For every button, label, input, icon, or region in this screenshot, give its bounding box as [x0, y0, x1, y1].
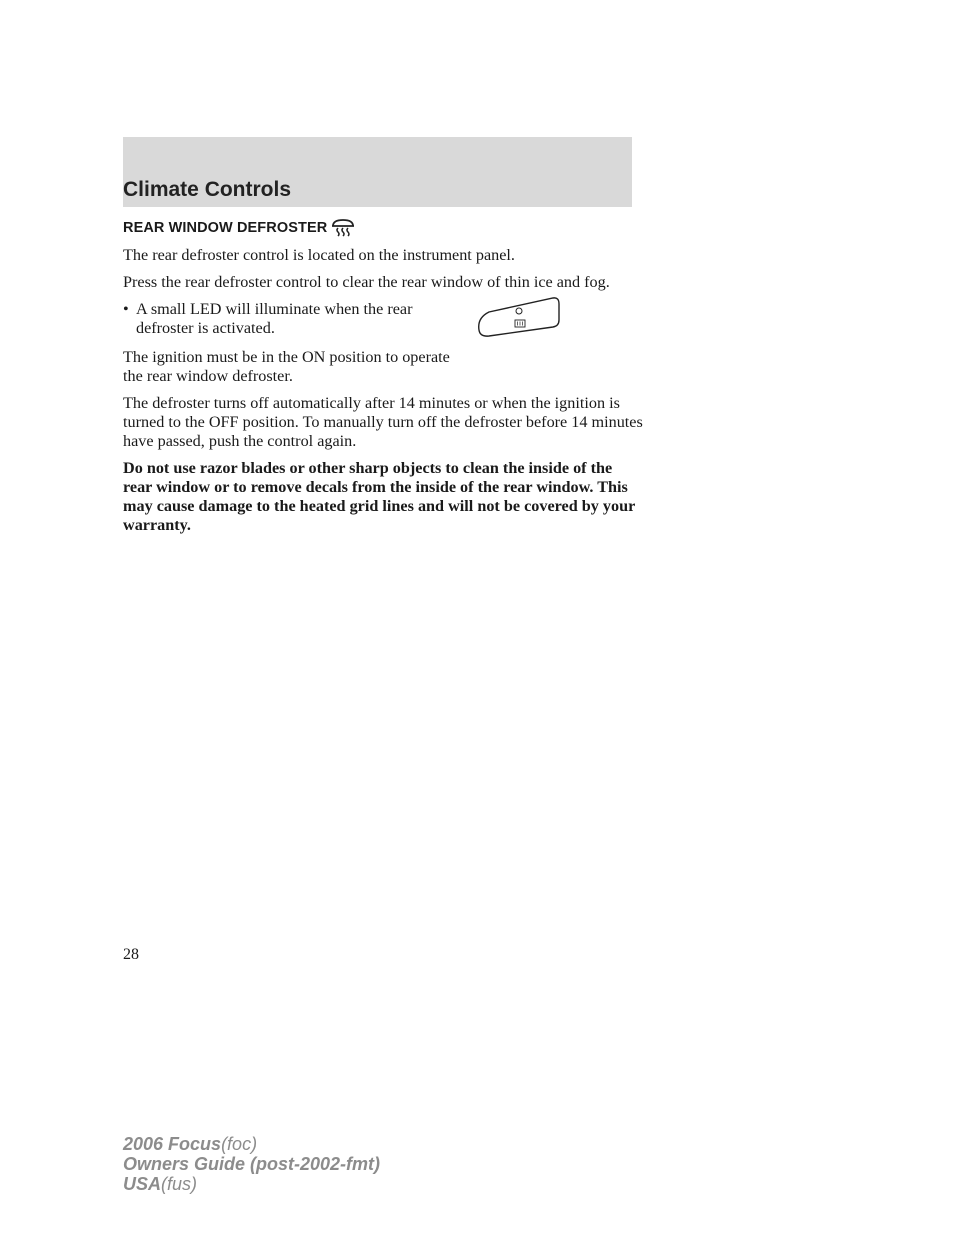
section-title: Climate Controls: [123, 178, 292, 201]
footer-line-3: [123, 1174, 380, 1194]
footer: [123, 1134, 380, 1194]
bullet-text: A small LED will illuminate when the rear defroster is activated.: [136, 300, 413, 337]
heading-text: REAR WINDOW DEFROSTER: [123, 219, 328, 236]
led-indicator-icon: [516, 308, 522, 314]
page-number: 28: [123, 946, 139, 963]
footer-market: USA: [123, 1174, 162, 1194]
defroster-control-illustration: [475, 294, 561, 340]
footer-model-code: (foc): [221, 1134, 258, 1154]
footer-market-code: (fus): [161, 1174, 198, 1194]
paragraph-location: The rear defroster control is located on the instrument panel.: [123, 246, 515, 264]
section-heading: [123, 218, 643, 238]
paragraph-ignition: The ignition must be in the ON position to operate the rear window defroster.: [123, 348, 450, 385]
paragraph-auto-off: The defroster turns off automatically after 14 minutes or when the ignition is turned to the OFF position. To manually turn off the defroster before 14 minutes have passed, push the control again.: [123, 394, 643, 450]
bullet-dot: •: [123, 300, 129, 318]
page-content: [123, 218, 643, 543]
footer-line-1: [123, 1134, 380, 1154]
paragraph-press: Press the rear defroster control to clear the rear window of thin ice and fog.: [123, 273, 610, 291]
rear-defroster-icon: [331, 218, 355, 238]
warning-text: Do not use razor blades or other sharp objects to clean the inside of the rear window or to remove decals from the inside of the rear window. This may cause damage to the heated grid lines and will not be covered by your warranty.: [123, 459, 636, 534]
footer-model: 2006 Focus: [123, 1134, 222, 1154]
bullet-block: [123, 300, 643, 342]
bullet-item: [123, 300, 423, 338]
footer-line-2: Owners Guide (post-2002-fmt): [123, 1154, 381, 1174]
